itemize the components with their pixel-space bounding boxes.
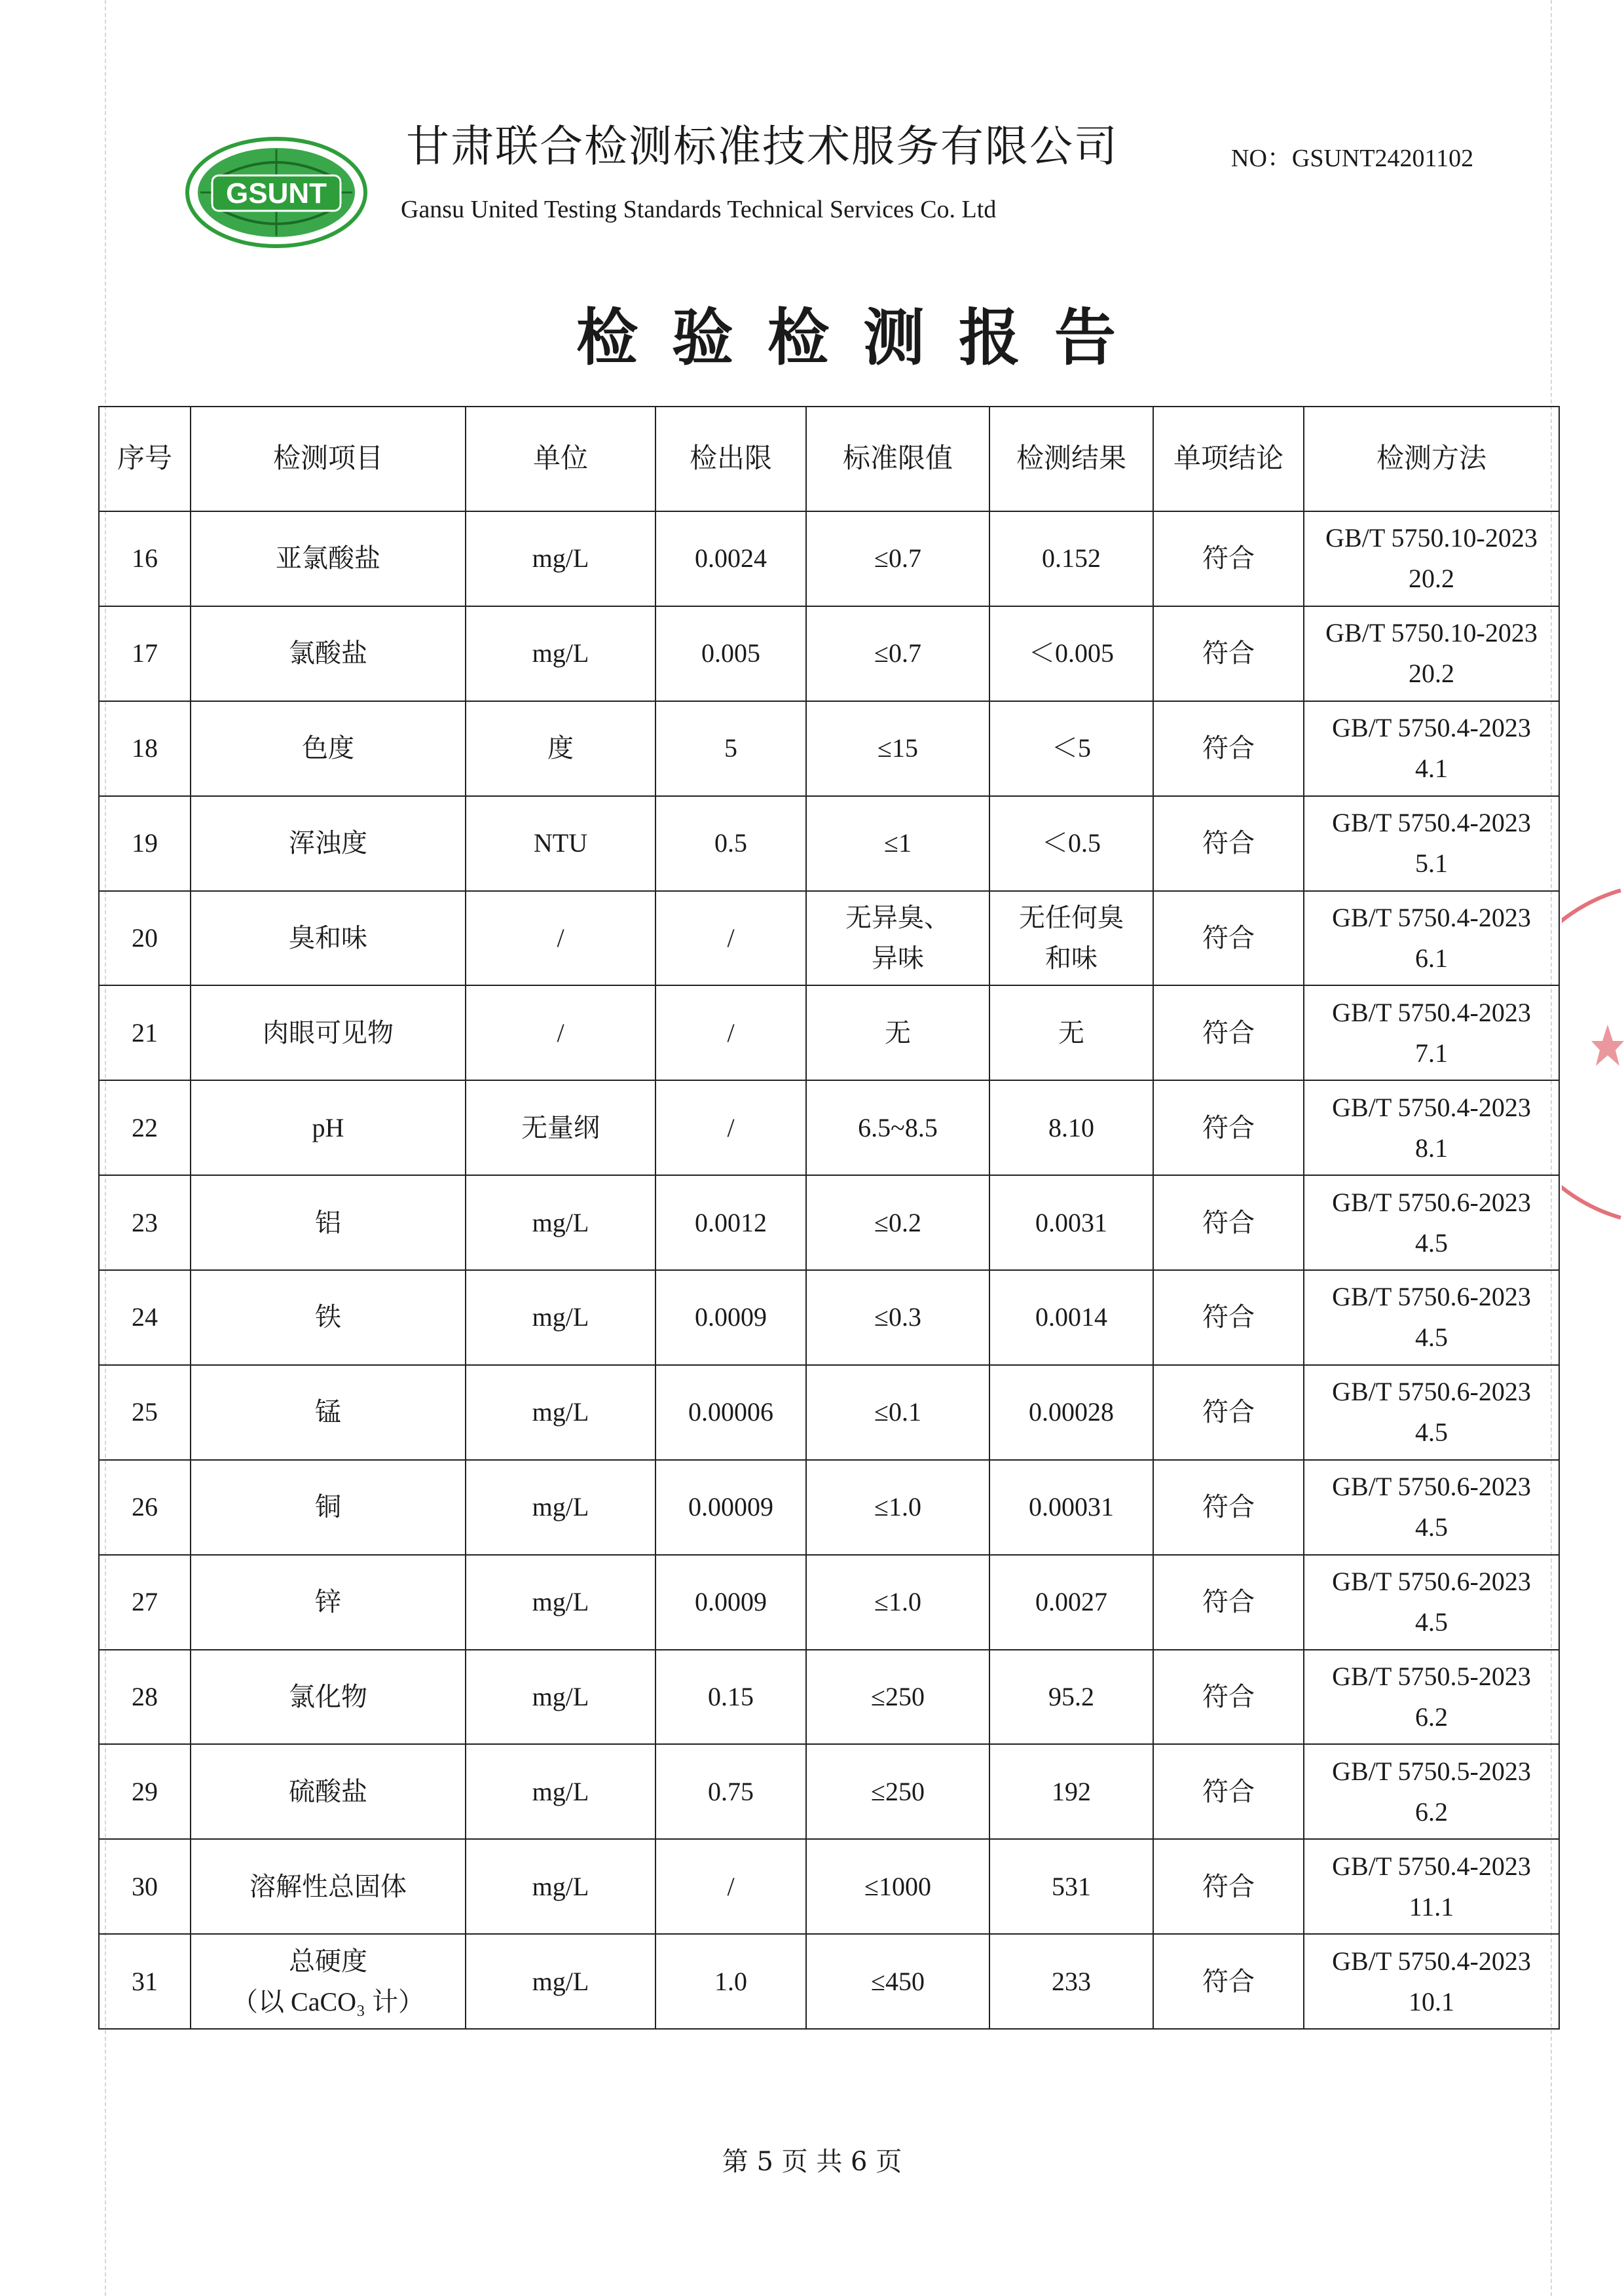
method-standard: GB/T 5750.6-2023 bbox=[1332, 1187, 1531, 1217]
test-item: 铜 bbox=[191, 1460, 466, 1555]
test-result: 0.152 bbox=[989, 511, 1153, 606]
method-standard: GB/T 5750.6-2023 bbox=[1332, 1472, 1531, 1502]
test-item: 氯化物 bbox=[191, 1650, 466, 1745]
conclusion: 符合 bbox=[1153, 1175, 1304, 1270]
unit-cell: NTU bbox=[466, 796, 655, 891]
test-result: ＜0.5 bbox=[989, 796, 1153, 891]
test-method bbox=[1304, 1934, 1559, 2029]
test-method bbox=[1304, 1744, 1559, 1839]
unit-cell: / bbox=[466, 891, 655, 986]
method-clause: 6.2 bbox=[1415, 1796, 1448, 1827]
conclusion: 符合 bbox=[1153, 1934, 1304, 2029]
row-number: 16 bbox=[99, 511, 191, 606]
standard-limit: ≤0.7 bbox=[806, 606, 989, 701]
method-clause: 7.1 bbox=[1415, 1038, 1448, 1068]
result-line: 和味 bbox=[1045, 943, 1098, 973]
table-row bbox=[99, 1650, 1559, 1745]
test-result: ＜5 bbox=[989, 701, 1153, 796]
unit-cell: mg/L bbox=[466, 1650, 655, 1745]
detection-limit: 5 bbox=[655, 701, 806, 796]
test-method bbox=[1304, 606, 1559, 701]
test-method bbox=[1304, 1365, 1559, 1460]
detection-limit: / bbox=[655, 1080, 806, 1175]
header-cell: 检测结果 bbox=[989, 407, 1153, 511]
table-row bbox=[99, 891, 1559, 986]
header-cell: 单位 bbox=[466, 407, 655, 511]
method-standard: GB/T 5750.5-2023 bbox=[1332, 1756, 1531, 1786]
table-row bbox=[99, 1839, 1559, 1934]
unit-cell: 无量纲 bbox=[466, 1080, 655, 1175]
test-item: 氯酸盐 bbox=[191, 606, 466, 701]
unit-cell: mg/L bbox=[466, 511, 655, 606]
detection-limit: 0.0009 bbox=[655, 1270, 806, 1365]
gsunt-logo-icon bbox=[185, 136, 368, 249]
test-method bbox=[1304, 985, 1559, 1080]
row-number: 23 bbox=[99, 1175, 191, 1270]
method-clause: 4.1 bbox=[1415, 754, 1448, 784]
report-title: 检验检测报告 bbox=[576, 302, 1151, 374]
test-method bbox=[1304, 1080, 1559, 1175]
table-row bbox=[99, 701, 1559, 796]
conclusion: 符合 bbox=[1153, 701, 1304, 796]
method-standard: GB/T 5750.6-2023 bbox=[1332, 1567, 1531, 1597]
detection-limit: 0.0009 bbox=[655, 1555, 806, 1650]
method-standard: GB/T 5750.4-2023 bbox=[1332, 713, 1531, 743]
unit-cell: mg/L bbox=[466, 606, 655, 701]
conclusion: 符合 bbox=[1153, 1555, 1304, 1650]
row-number: 28 bbox=[99, 1650, 191, 1745]
header-cell: 序号 bbox=[99, 407, 191, 511]
test-item: 浑浊度 bbox=[191, 796, 466, 891]
method-clause: 4.5 bbox=[1415, 1607, 1448, 1637]
unit-cell: mg/L bbox=[466, 1934, 655, 2029]
results-table bbox=[98, 406, 1560, 2030]
method-standard: GB/T 5750.6-2023 bbox=[1332, 1282, 1531, 1312]
test-result: 192 bbox=[989, 1744, 1153, 1839]
method-standard: GB/T 5750.6-2023 bbox=[1332, 1377, 1531, 1407]
table-row bbox=[99, 1080, 1559, 1175]
test-result: 0.0027 bbox=[989, 1555, 1153, 1650]
standard-limit: ≤0.7 bbox=[806, 511, 989, 606]
test-item: 锰 bbox=[191, 1365, 466, 1460]
header-cell: 检测方法 bbox=[1304, 407, 1559, 511]
detection-limit: 0.00006 bbox=[655, 1365, 806, 1460]
standard-line: 异味 bbox=[872, 943, 924, 973]
test-method bbox=[1304, 1650, 1559, 1745]
conclusion: 符合 bbox=[1153, 891, 1304, 986]
result-line: 无任何臭 bbox=[1019, 902, 1124, 932]
unit-cell: mg/L bbox=[466, 1365, 655, 1460]
test-item: 铝 bbox=[191, 1175, 466, 1270]
row-number: 26 bbox=[99, 1460, 191, 1555]
standard-limit: ≤0.1 bbox=[806, 1365, 989, 1460]
method-clause: 20.2 bbox=[1409, 659, 1454, 689]
method-clause: 11.1 bbox=[1409, 1891, 1454, 1922]
method-standard: GB/T 5750.4-2023 bbox=[1332, 1851, 1531, 1881]
test-method bbox=[1304, 1270, 1559, 1365]
standard-limit: ≤250 bbox=[806, 1650, 989, 1745]
standard-limit: ≤0.3 bbox=[806, 1270, 989, 1365]
test-item bbox=[191, 1934, 466, 2029]
conclusion: 符合 bbox=[1153, 1080, 1304, 1175]
detection-limit: 0.00009 bbox=[655, 1460, 806, 1555]
test-result: 95.2 bbox=[989, 1650, 1153, 1745]
test-method bbox=[1304, 891, 1559, 986]
unit-cell: mg/L bbox=[466, 1460, 655, 1555]
standard-line: 无异臭、 bbox=[845, 902, 950, 932]
test-result: 0.0031 bbox=[989, 1175, 1153, 1270]
test-result: 无 bbox=[989, 985, 1153, 1080]
standard-limit: ≤15 bbox=[806, 701, 989, 796]
test-item: 色度 bbox=[191, 701, 466, 796]
conclusion: 符合 bbox=[1153, 985, 1304, 1080]
conclusion: 符合 bbox=[1153, 1270, 1304, 1365]
table-header-row bbox=[99, 407, 1559, 511]
row-number: 24 bbox=[99, 1270, 191, 1365]
test-item: 臭和味 bbox=[191, 891, 466, 986]
item-line: 总硬度 bbox=[289, 1946, 367, 1976]
method-clause: 8.1 bbox=[1415, 1133, 1448, 1163]
row-number: 25 bbox=[99, 1365, 191, 1460]
method-clause: 10.1 bbox=[1409, 1986, 1454, 2016]
test-method bbox=[1304, 701, 1559, 796]
report-number: NO：GSUNT24201102 bbox=[1231, 145, 1474, 172]
table-row bbox=[99, 1175, 1559, 1270]
detection-limit: 1.0 bbox=[655, 1934, 806, 2029]
test-result: 0.0014 bbox=[989, 1270, 1153, 1365]
row-number: 22 bbox=[99, 1080, 191, 1175]
conclusion: 符合 bbox=[1153, 511, 1304, 606]
detection-limit: 0.15 bbox=[655, 1650, 806, 1745]
test-result: 0.00028 bbox=[989, 1365, 1153, 1460]
test-item: 铁 bbox=[191, 1270, 466, 1365]
header-cell: 检出限 bbox=[655, 407, 806, 511]
test-item: 硫酸盐 bbox=[191, 1744, 466, 1839]
test-result: 0.00031 bbox=[989, 1460, 1153, 1555]
standard-limit: ≤1.0 bbox=[806, 1460, 989, 1555]
unit-cell: mg/L bbox=[466, 1839, 655, 1934]
conclusion: 符合 bbox=[1153, 1460, 1304, 1555]
detection-limit: / bbox=[655, 891, 806, 986]
table-row bbox=[99, 511, 1559, 606]
conclusion: 符合 bbox=[1153, 1839, 1304, 1934]
detection-limit: 0.5 bbox=[655, 796, 806, 891]
table-row bbox=[99, 1934, 1559, 2029]
method-clause: 5.1 bbox=[1415, 848, 1448, 879]
method-standard: GB/T 5750.4-2023 bbox=[1332, 1092, 1531, 1122]
test-item: 溶解性总固体 bbox=[191, 1839, 466, 1934]
method-standard: GB/T 5750.4-2023 bbox=[1332, 1946, 1531, 1976]
row-number: 19 bbox=[99, 796, 191, 891]
method-standard: GB/T 5750.5-2023 bbox=[1332, 1661, 1531, 1691]
standard-limit: ≤1 bbox=[806, 796, 989, 891]
standard-limit: ≤1000 bbox=[806, 1839, 989, 1934]
method-clause: 20.2 bbox=[1409, 564, 1454, 594]
table-row bbox=[99, 1365, 1559, 1460]
test-result: 8.10 bbox=[989, 1080, 1153, 1175]
standard-limit: ≤450 bbox=[806, 1934, 989, 2029]
detection-limit: / bbox=[655, 985, 806, 1080]
standard-limit: ≤250 bbox=[806, 1744, 989, 1839]
unit-cell: 度 bbox=[466, 701, 655, 796]
header-cell: 单项结论 bbox=[1153, 407, 1304, 511]
method-clause: 4.5 bbox=[1415, 1228, 1448, 1258]
row-number: 30 bbox=[99, 1839, 191, 1934]
test-method bbox=[1304, 511, 1559, 606]
unit-cell: mg/L bbox=[466, 1555, 655, 1650]
detection-limit: 0.75 bbox=[655, 1744, 806, 1839]
test-result: ＜0.005 bbox=[989, 606, 1153, 701]
method-standard: GB/T 5750.4-2023 bbox=[1332, 902, 1531, 932]
table-row bbox=[99, 796, 1559, 891]
company-name-cn: 甘肃联合检测标准技术服务有限公司 bbox=[406, 121, 1118, 172]
item-line: （以 CaCO₃ 计） bbox=[232, 1986, 424, 2016]
table-row bbox=[99, 1270, 1559, 1365]
method-clause: 4.5 bbox=[1415, 1512, 1448, 1542]
header-cell: 检测项目 bbox=[191, 407, 466, 511]
test-item: 亚氯酸盐 bbox=[191, 511, 466, 606]
logo-text: GSUNT bbox=[226, 177, 327, 210]
detection-limit: 0.0012 bbox=[655, 1175, 806, 1270]
table-row bbox=[99, 1555, 1559, 1650]
row-number: 29 bbox=[99, 1744, 191, 1839]
row-number: 17 bbox=[99, 606, 191, 701]
test-method bbox=[1304, 1460, 1559, 1555]
conclusion: 符合 bbox=[1153, 1650, 1304, 1745]
company-name-en: Gansu United Testing Standards Technical Services Co. Ltd bbox=[401, 196, 997, 223]
unit-cell: mg/L bbox=[466, 1270, 655, 1365]
test-result: 233 bbox=[989, 1934, 1153, 2029]
method-clause: 6.1 bbox=[1415, 943, 1448, 973]
header-cell: 标准限值 bbox=[806, 407, 989, 511]
table-row bbox=[99, 1744, 1559, 1839]
method-clause: 4.5 bbox=[1415, 1322, 1448, 1353]
test-result bbox=[989, 891, 1153, 986]
unit-cell: mg/L bbox=[466, 1744, 655, 1839]
method-clause: 4.5 bbox=[1415, 1417, 1448, 1448]
method-clause: 6.2 bbox=[1415, 1702, 1448, 1732]
table-row bbox=[99, 985, 1559, 1080]
standard-limit: ≤1.0 bbox=[806, 1555, 989, 1650]
method-standard: GB/T 5750.4-2023 bbox=[1332, 997, 1531, 1027]
method-standard: GB/T 5750.4-2023 bbox=[1332, 808, 1531, 838]
test-item: 锌 bbox=[191, 1555, 466, 1650]
unit-cell: mg/L bbox=[466, 1175, 655, 1270]
test-result: 531 bbox=[989, 1839, 1153, 1934]
standard-limit: 6.5~8.5 bbox=[806, 1080, 989, 1175]
detection-limit: 0.005 bbox=[655, 606, 806, 701]
conclusion: 符合 bbox=[1153, 796, 1304, 891]
test-item: pH bbox=[191, 1080, 466, 1175]
standard-limit bbox=[806, 891, 989, 986]
standard-limit: ≤0.2 bbox=[806, 1175, 989, 1270]
table-row bbox=[99, 1460, 1559, 1555]
test-method bbox=[1304, 796, 1559, 891]
row-number: 20 bbox=[99, 891, 191, 986]
conclusion: 符合 bbox=[1153, 606, 1304, 701]
detection-limit: / bbox=[655, 1839, 806, 1934]
page-number: 第 5 页 共 6 页 bbox=[722, 2147, 902, 2177]
row-number: 21 bbox=[99, 985, 191, 1080]
conclusion: 符合 bbox=[1153, 1365, 1304, 1460]
table-row bbox=[99, 606, 1559, 701]
standard-limit: 无 bbox=[806, 985, 989, 1080]
test-method bbox=[1304, 1839, 1559, 1934]
method-standard: GB/T 5750.10-2023 bbox=[1325, 523, 1538, 553]
row-number: 27 bbox=[99, 1555, 191, 1650]
test-method bbox=[1304, 1555, 1559, 1650]
conclusion: 符合 bbox=[1153, 1744, 1304, 1839]
unit-cell: / bbox=[466, 985, 655, 1080]
seal-stamp-icon bbox=[1562, 884, 1624, 1224]
detection-limit: 0.0024 bbox=[655, 511, 806, 606]
test-item: 肉眼可见物 bbox=[191, 985, 466, 1080]
row-number: 31 bbox=[99, 1934, 191, 2029]
row-number: 18 bbox=[99, 701, 191, 796]
test-method bbox=[1304, 1175, 1559, 1270]
method-standard: GB/T 5750.10-2023 bbox=[1325, 618, 1538, 648]
